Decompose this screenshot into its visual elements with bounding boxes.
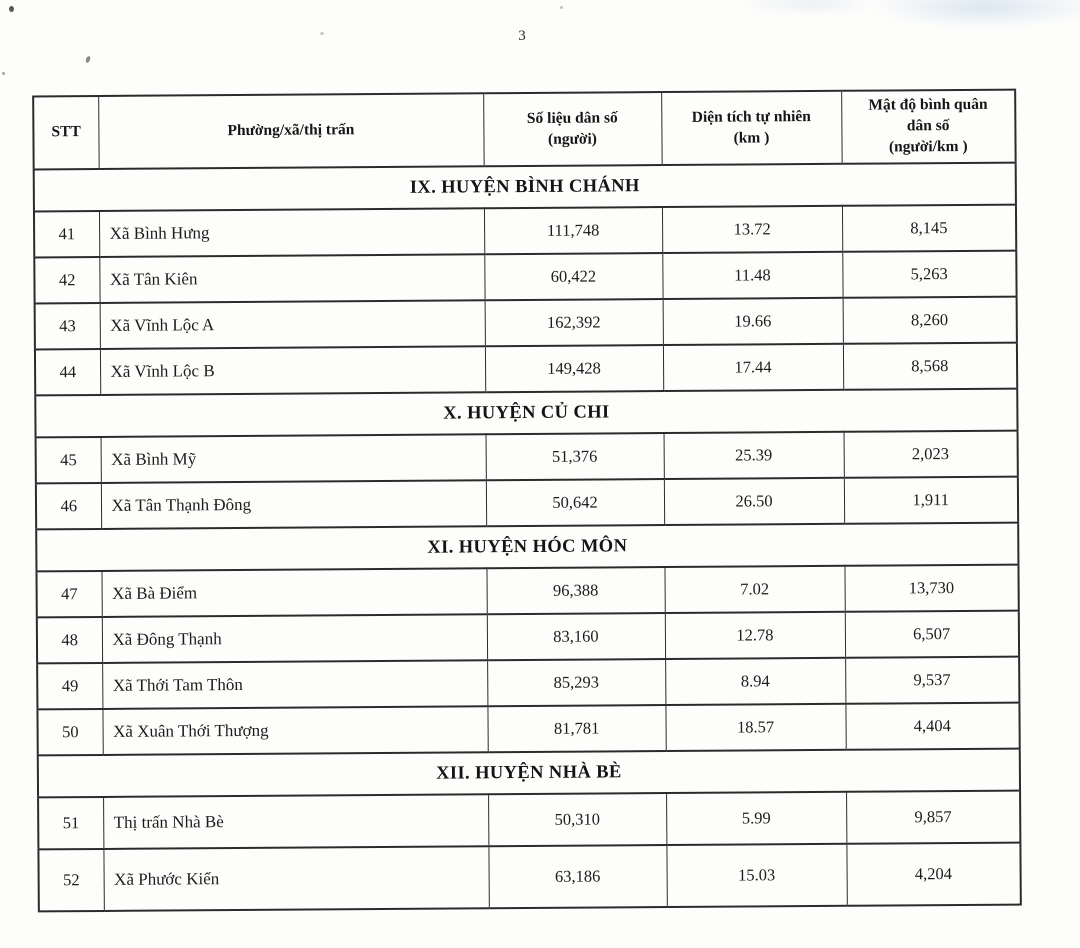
column-header-line: STT	[51, 123, 81, 141]
cell-stt: 41	[34, 211, 99, 257]
column-header-density	[841, 90, 1016, 164]
cell-density: 9,537	[845, 657, 1019, 704]
cell-density: 8,260	[843, 297, 1017, 344]
table-row	[34, 205, 1016, 258]
cell-ward-name: Xã Bà Điểm	[101, 568, 486, 617]
page-number: 3	[518, 28, 526, 44]
section-title: XII. HUYỆN NHÀ BÈ	[38, 749, 1020, 798]
cell-ward-name: Xã Tân Thạnh Đông	[101, 480, 486, 529]
cell-area: 15.03	[666, 844, 846, 907]
cell-density: 4,204	[846, 843, 1020, 906]
scan-speck	[2, 72, 5, 75]
table-row	[34, 251, 1016, 304]
cell-ward-name: Xã Thới Tam Thôn	[102, 660, 487, 709]
column-header-line: (người/km )	[888, 137, 968, 156]
cell-population: 50,642	[486, 479, 664, 526]
scan-speck	[9, 6, 14, 12]
cell-density: 9,857	[846, 791, 1020, 844]
cell-area: 17.44	[663, 344, 843, 391]
cell-population: 162,392	[485, 299, 663, 346]
cell-stt: 52	[38, 849, 103, 911]
cell-area: 26.50	[664, 478, 844, 525]
cell-density: 8,568	[843, 343, 1017, 390]
cell-density: 2,023	[844, 431, 1018, 478]
cell-population: 63,186	[488, 845, 666, 908]
section-row	[36, 523, 1018, 572]
cell-population: 60,422	[484, 253, 662, 300]
cell-area: 11.48	[662, 252, 842, 299]
section-title: IX. HUYỆN BÌNH CHÁNH	[34, 163, 1016, 212]
cell-stt: 43	[35, 303, 100, 349]
cell-area: 13.72	[662, 206, 842, 253]
cell-stt: 42	[34, 257, 99, 303]
column-header-line: Phường/xã/thị trấn	[227, 121, 355, 140]
cell-area: 25.39	[664, 432, 844, 479]
column-header-stt	[33, 96, 99, 169]
cell-stt: 47	[36, 571, 101, 617]
column-header-line: (người)	[547, 130, 597, 148]
cell-stt: 51	[38, 797, 103, 849]
cell-ward-name: Xã Vĩnh Lộc A	[100, 300, 485, 349]
cell-area: 8.94	[665, 658, 845, 705]
section-row	[35, 389, 1017, 438]
cell-area: 18.57	[665, 704, 845, 751]
cell-population: 83,160	[487, 613, 665, 660]
table-row	[37, 657, 1019, 710]
section-title: XI. HUYỆN HÓC MÔN	[36, 523, 1018, 572]
cell-ward-name: Xã Tân Kiên	[99, 254, 484, 303]
cell-ward-name: Xã Bình Mỹ	[101, 434, 486, 483]
table-row	[36, 477, 1018, 530]
cell-population: 149,428	[485, 345, 663, 392]
cell-population: 96,388	[486, 567, 664, 614]
cell-ward-name: Xã Đông Thạnh	[102, 614, 487, 663]
table-row	[37, 611, 1019, 664]
table-body	[34, 163, 1021, 912]
column-header-line: Mật độ bình quân	[868, 95, 988, 114]
cell-population: 50,310	[488, 793, 666, 846]
scan-smudge	[870, 0, 1080, 28]
header-row	[33, 90, 1015, 170]
cell-density: 13,730	[844, 565, 1018, 612]
cell-stt: 46	[36, 483, 101, 529]
table-row	[38, 843, 1020, 912]
cell-density: 4,404	[845, 703, 1019, 750]
cell-area: 5.99	[666, 792, 846, 845]
cell-density: 6,507	[845, 611, 1019, 658]
cell-density: 8,145	[842, 205, 1016, 252]
cell-population: 81,781	[487, 705, 665, 752]
table-row	[38, 791, 1020, 850]
cell-population: 85,293	[487, 659, 665, 706]
cell-population: 51,376	[486, 433, 664, 480]
column-header-line: dân số	[906, 117, 950, 135]
column-header-ward	[98, 93, 484, 169]
scan-smudge	[740, 0, 880, 16]
cell-stt: 50	[37, 709, 102, 755]
column-header-line: (km )	[733, 128, 770, 147]
population-table	[32, 89, 1022, 913]
cell-ward-name: Xã Xuân Thới Thượng	[102, 706, 487, 755]
column-header-line: Số liệu dân số	[526, 108, 618, 127]
table-row	[35, 343, 1017, 396]
table-header	[33, 90, 1015, 170]
column-header-area	[661, 91, 842, 165]
table-row	[36, 431, 1018, 484]
cell-stt: 48	[37, 617, 102, 663]
cell-stt: 45	[36, 437, 101, 483]
column-header-line: Diện tích tự nhiên	[691, 107, 811, 126]
column-header-population	[483, 92, 662, 166]
cell-density: 1,911	[844, 477, 1018, 524]
cell-stt: 49	[37, 663, 102, 709]
cell-area: 19.66	[663, 298, 843, 345]
section-row	[38, 749, 1020, 798]
cell-area: 12.78	[665, 612, 845, 659]
section-row	[34, 163, 1016, 212]
cell-ward-name: Thị trấn Nhà Bè	[103, 794, 488, 849]
table-row	[37, 703, 1019, 756]
scan-speck	[85, 56, 91, 64]
section-title: X. HUYỆN CỦ CHI	[35, 389, 1017, 438]
cell-ward-name: Xã Phước Kiển	[103, 846, 488, 911]
table-row	[36, 565, 1018, 618]
cell-stt: 44	[35, 349, 100, 395]
cell-population: 111,748	[484, 207, 662, 254]
cell-ward-name: Xã Bình Hưng	[99, 208, 484, 257]
cell-ward-name: Xã Vĩnh Lộc B	[100, 346, 485, 395]
scan-speck	[560, 6, 563, 9]
cell-area: 7.02	[664, 566, 844, 613]
cell-density: 5,263	[842, 251, 1016, 298]
table-row	[35, 297, 1017, 350]
